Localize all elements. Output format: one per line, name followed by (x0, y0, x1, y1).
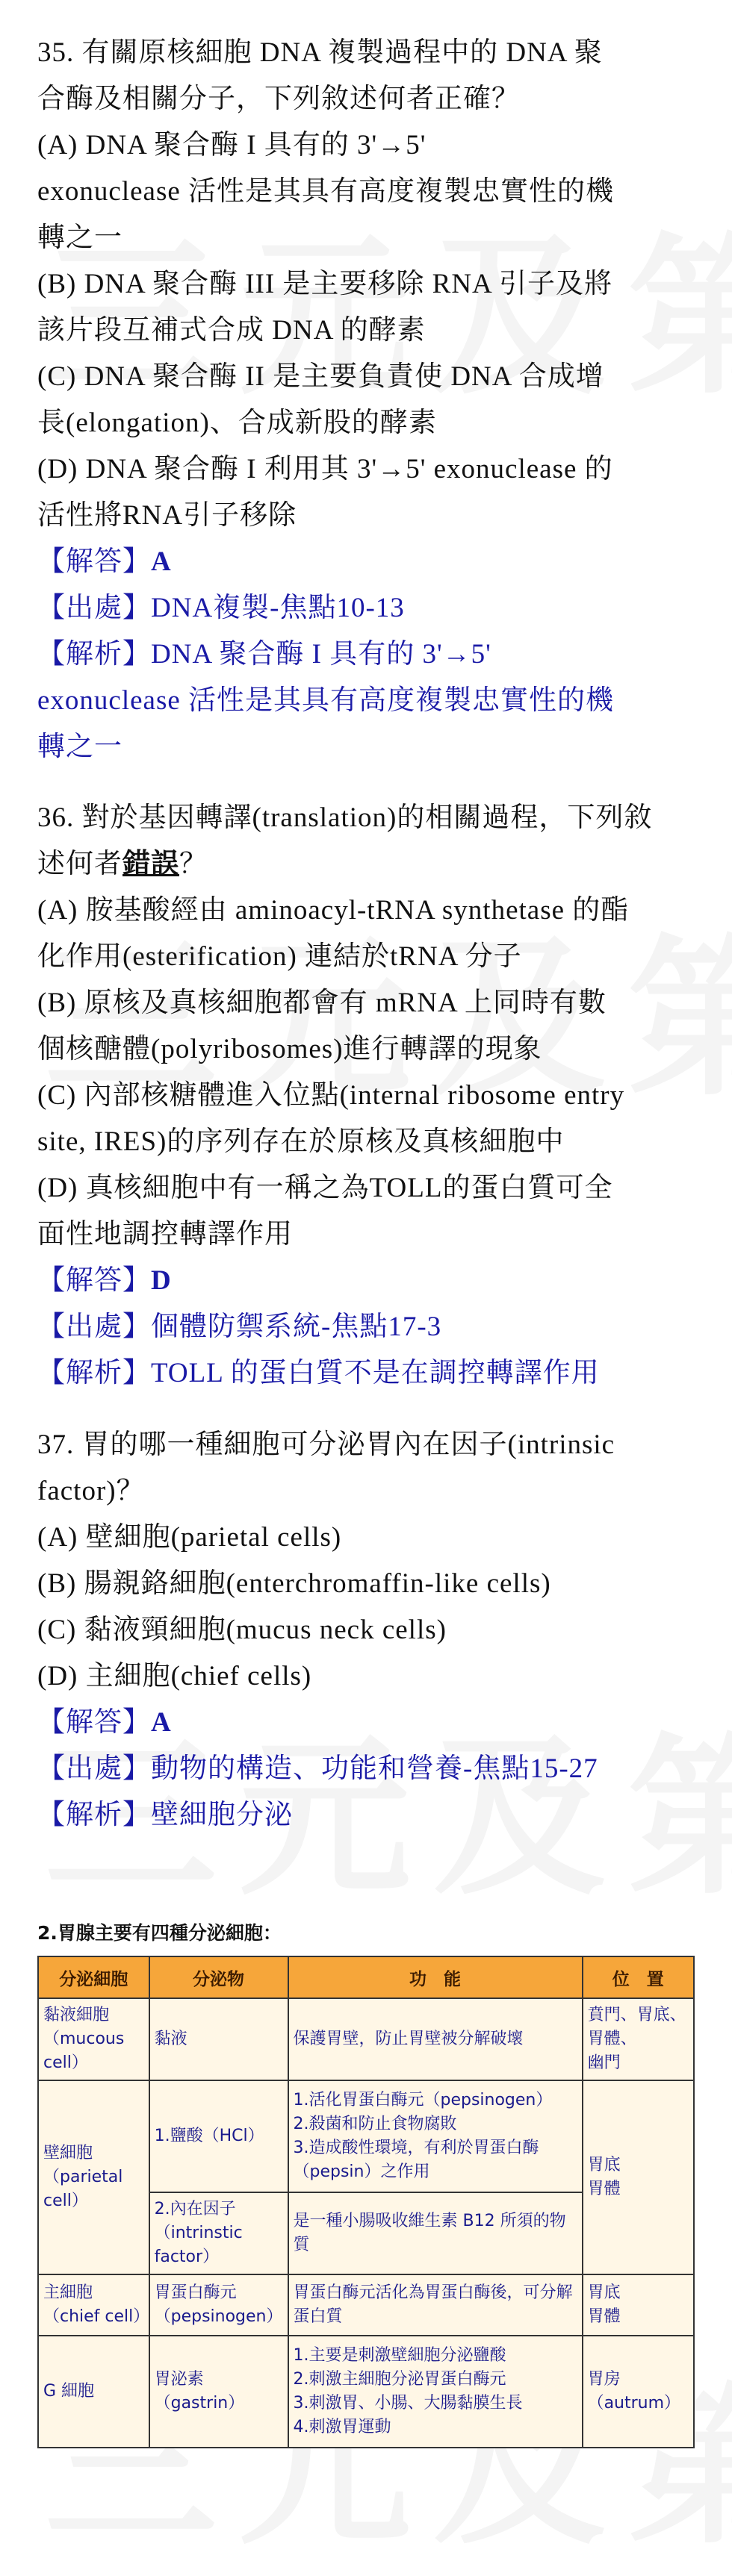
explanation-line (37, 1350, 695, 1397)
explanation-text: TOLL 的蛋白質不是在調控轉譯作用 (151, 1358, 600, 1388)
source-tag: 【出處】 (37, 1753, 151, 1784)
answer-line (37, 1258, 695, 1304)
option-line: (A) 胺基酸經由 aminoacyl-tRNA synthetase 的酯 (37, 895, 630, 926)
option-line: (D) 真核細胞中有一稱之為TOLL的蛋白質可全 (37, 1173, 613, 1203)
option-line: 轉之一 (37, 222, 122, 253)
answer-line (37, 1700, 695, 1746)
table-row (38, 2274, 694, 2336)
column-header: 功 能 (288, 1956, 583, 1998)
table-header-row (38, 1956, 694, 1998)
figure-title: 2.胃腺主要有四種分泌細胞： (37, 1922, 282, 1944)
source-tag: 【出處】 (37, 1312, 151, 1342)
answer-line (37, 539, 695, 585)
option-line: (B) DNA 聚合酶 III 是主要移除 RNA 引子及將 (37, 269, 612, 299)
table-cell: 黏液細胞 （mucous cell） (38, 1998, 149, 2080)
question-37 (37, 1422, 695, 1839)
option-line: (C) 黏液頸細胞(mucus neck cells) (37, 1615, 447, 1645)
gastric-cells-table (37, 1956, 695, 2448)
answer-value: A (151, 546, 172, 577)
source-value: 個體防禦系統-焦點17-3 (151, 1312, 442, 1342)
column-header: 位 置 (583, 1956, 694, 1998)
option-line: 個核醣體(polyribosomes)進行轉譯的現象 (37, 1034, 542, 1064)
answer-value: D (151, 1265, 172, 1296)
source-value: DNA複製-焦點10-13 (151, 593, 405, 623)
gastric-gland-figure (37, 1918, 695, 2448)
table-cell: 1.鹽酸（HCl） (149, 2080, 288, 2192)
explanation-tag: 【解析】 (37, 1800, 151, 1830)
option-line: site, IRES)的序列存在於原核及真核細胞中 (37, 1126, 565, 1157)
table-row (38, 2080, 694, 2192)
source-line (37, 585, 695, 631)
table-cell: 黏液 (149, 1998, 288, 2080)
question-line: 35. 有關原核細胞 DNA 複製過程中的 DNA 聚 (37, 37, 603, 68)
explanation-line: 轉之一 (37, 732, 122, 762)
table-cell: 胃蛋白酶元活化為胃蛋白酶後，可分解 蛋白質 (288, 2274, 583, 2336)
source-tag: 【出處】 (37, 593, 151, 623)
question-text: 述何者 (37, 849, 122, 879)
answer-tag: 【解答】 (37, 546, 151, 577)
table-cell: 胃泌素 （gastrin） (149, 2336, 288, 2448)
table-cell: 保護胃壁，防止胃壁被分解破壞 (288, 1998, 583, 2080)
table-cell: 1.活化胃蛋白酶元（pepsinogen） 2.殺菌和防止食物腐敗 3.造成酸性環境，有利於胃蛋白酶 （pepsin）之作用 (288, 2080, 583, 2192)
option-line: (C) 內部核糖體進入位點(internal ribosome entry (37, 1080, 625, 1111)
explanation-tag: 【解析】 (37, 1358, 151, 1388)
option-line: (B) 腸親鉻細胞(enterchromaffin-like cells) (37, 1568, 551, 1599)
question-35 (37, 30, 695, 770)
option-line: (D) 主細胞(chief cells) (37, 1661, 312, 1691)
table-cell: 胃蛋白酶元 （pepsinogen） (149, 2274, 288, 2336)
table-cell: 胃房（autrum） (583, 2336, 694, 2448)
table-cell: 胃底 胃體 (583, 2274, 694, 2336)
table-cell: 壁細胞 （parietal cell） (38, 2080, 149, 2274)
question-line (37, 841, 695, 888)
source-value: 動物的構造、功能和營養-焦點15-27 (151, 1753, 598, 1784)
column-header: 分泌細胞 (38, 1956, 149, 1998)
option-line: 化作用(esterification) 連結於tRNA 分子 (37, 941, 522, 972)
column-header: 分泌物 (149, 1956, 288, 1998)
table-cell: 胃底 胃體 (583, 2080, 694, 2274)
option-line: 長(elongation)、合成新股的酵素 (37, 408, 437, 438)
table-cell: 1.主要是刺激壁細胞分泌鹽酸 2.刺激主細胞分泌胃蛋白酶元 3.刺激胃、小腸、大腸黏膜生長 4.刺激胃運動 (288, 2336, 583, 2448)
option-line: 面性地調控轉譯作用 (37, 1219, 293, 1250)
table-cell: G 細胞 (38, 2336, 149, 2448)
question-line: 36. 對於基因轉譯(translation)的相關過程，下列敘 (37, 802, 653, 833)
source-line (37, 1746, 695, 1792)
option-line: 活性將RNA引子移除 (37, 500, 297, 531)
explanation-line (37, 1792, 695, 1839)
question-line: 合酶及相關分子，下列敘述何者正確？ (37, 84, 520, 114)
answer-value: A (151, 1707, 172, 1738)
explanation-line: exonuclease 活性是其具有高度複製忠實性的機 (37, 685, 615, 716)
question-text: ？ (179, 849, 208, 879)
explanation-tag: 【解析】 (37, 639, 151, 670)
source-line (37, 1304, 695, 1350)
option-line: 該片段互補式合成 DNA 的酵素 (37, 315, 426, 346)
explanation-text: DNA 聚合酶 I 具有的 3'→5' (151, 639, 491, 670)
table-cell: 賁門、胃底、胃體、 幽門 (583, 1998, 694, 2080)
option-line: exonuclease 活性是其具有高度複製忠實性的機 (37, 176, 615, 207)
option-line: (B) 原核及真核細胞都會有 mRNA 上同時有數 (37, 988, 607, 1018)
table-row (38, 1998, 694, 2080)
emphasis-text: 錯誤 (122, 849, 179, 879)
answer-tag: 【解答】 (37, 1707, 151, 1738)
question-36 (37, 795, 695, 1397)
explanation-line (37, 631, 695, 678)
table-cell: 是一種小腸吸收維生素 B12 所須的物 質 (288, 2192, 583, 2274)
option-line: (A) DNA 聚合酶 I 具有的 3'→5' (37, 130, 427, 160)
explanation-text: 壁細胞分泌 (151, 1800, 293, 1830)
option-line: (A) 壁細胞(parietal cells) (37, 1522, 342, 1553)
table-cell: 2.內在因子 （intrinstic factor） (149, 2192, 288, 2274)
option-line: (D) DNA 聚合酶 I 利用其 3'→5' exonuclease 的 (37, 454, 613, 484)
option-line: (C) DNA 聚合酶 II 是主要負責使 DNA 合成增 (37, 361, 604, 392)
table-cell: 主細胞 （chief cell） (38, 2274, 149, 2336)
answer-tag: 【解答】 (37, 1265, 151, 1296)
question-line: factor)？ (37, 1476, 145, 1506)
question-line: 37. 胃的哪一種細胞可分泌胃內在因子(intrinsic (37, 1429, 615, 1460)
table-row (38, 2336, 694, 2448)
